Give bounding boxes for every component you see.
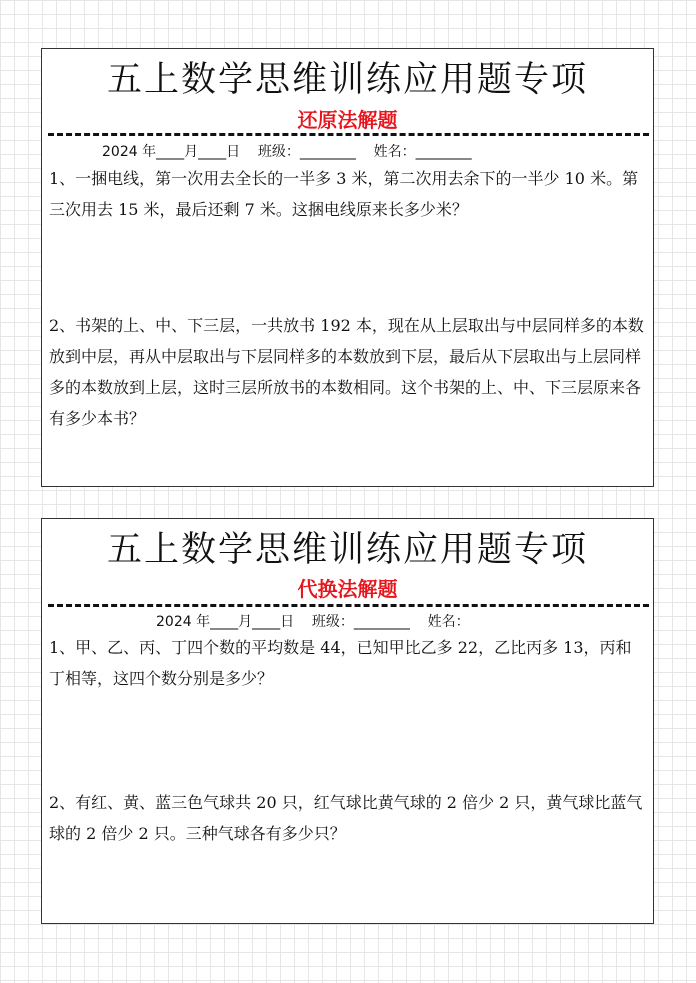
info-line: 2024 年____月____日 班级：________ 姓名：________: [102, 144, 472, 160]
worksheet-subtitle: 代换法解题: [297, 577, 398, 601]
question-1: 1、甲、乙、丙、丁四个数的平均数是 44，已知甲比乙多 22，乙比丙多 13，丙和丁相等，这四个数分别是多少？: [49, 638, 632, 688]
dashed-divider: [48, 133, 649, 136]
worksheet-title: 五上数学思维训练应用题专项: [106, 60, 588, 100]
info-line: 2024 年____月____日 班级：________ 姓名：: [156, 614, 470, 630]
question-2: 2、有红、黄、蓝三色气球共 20 只，红气球比黄气球的 2 倍少 2 只，黄气球比蓝气球的 2 倍少 2 只。三种气球各有多少只？: [49, 793, 643, 843]
question-1: 1、一捆电线，第一次用去全长的一半多 3 米，第二次用去余下的一半少 10 米。第三次用去 15 米，最后还剩 7 米。这捆电线原来长多少米？: [49, 169, 639, 219]
worksheet-subtitle: 还原法解题: [297, 108, 398, 132]
question-2: 2、书架的上、中、下三层，一共放书 192 本，现在从上层取出与中层同样多的本数放到中层，再从中层取出与下层同样多的本数放到下层，最后从下层取出与上层同样多的本数放到上层，这时三层所放书的本数相同。这个书架的上、中、下三层原来各有多少本书？: [49, 316, 644, 428]
worksheet-card-1: [41, 48, 654, 487]
worksheet-card-2: [41, 518, 654, 924]
dashed-divider: [48, 604, 649, 607]
worksheet-title: 五上数学思维训练应用题专项: [106, 530, 588, 570]
